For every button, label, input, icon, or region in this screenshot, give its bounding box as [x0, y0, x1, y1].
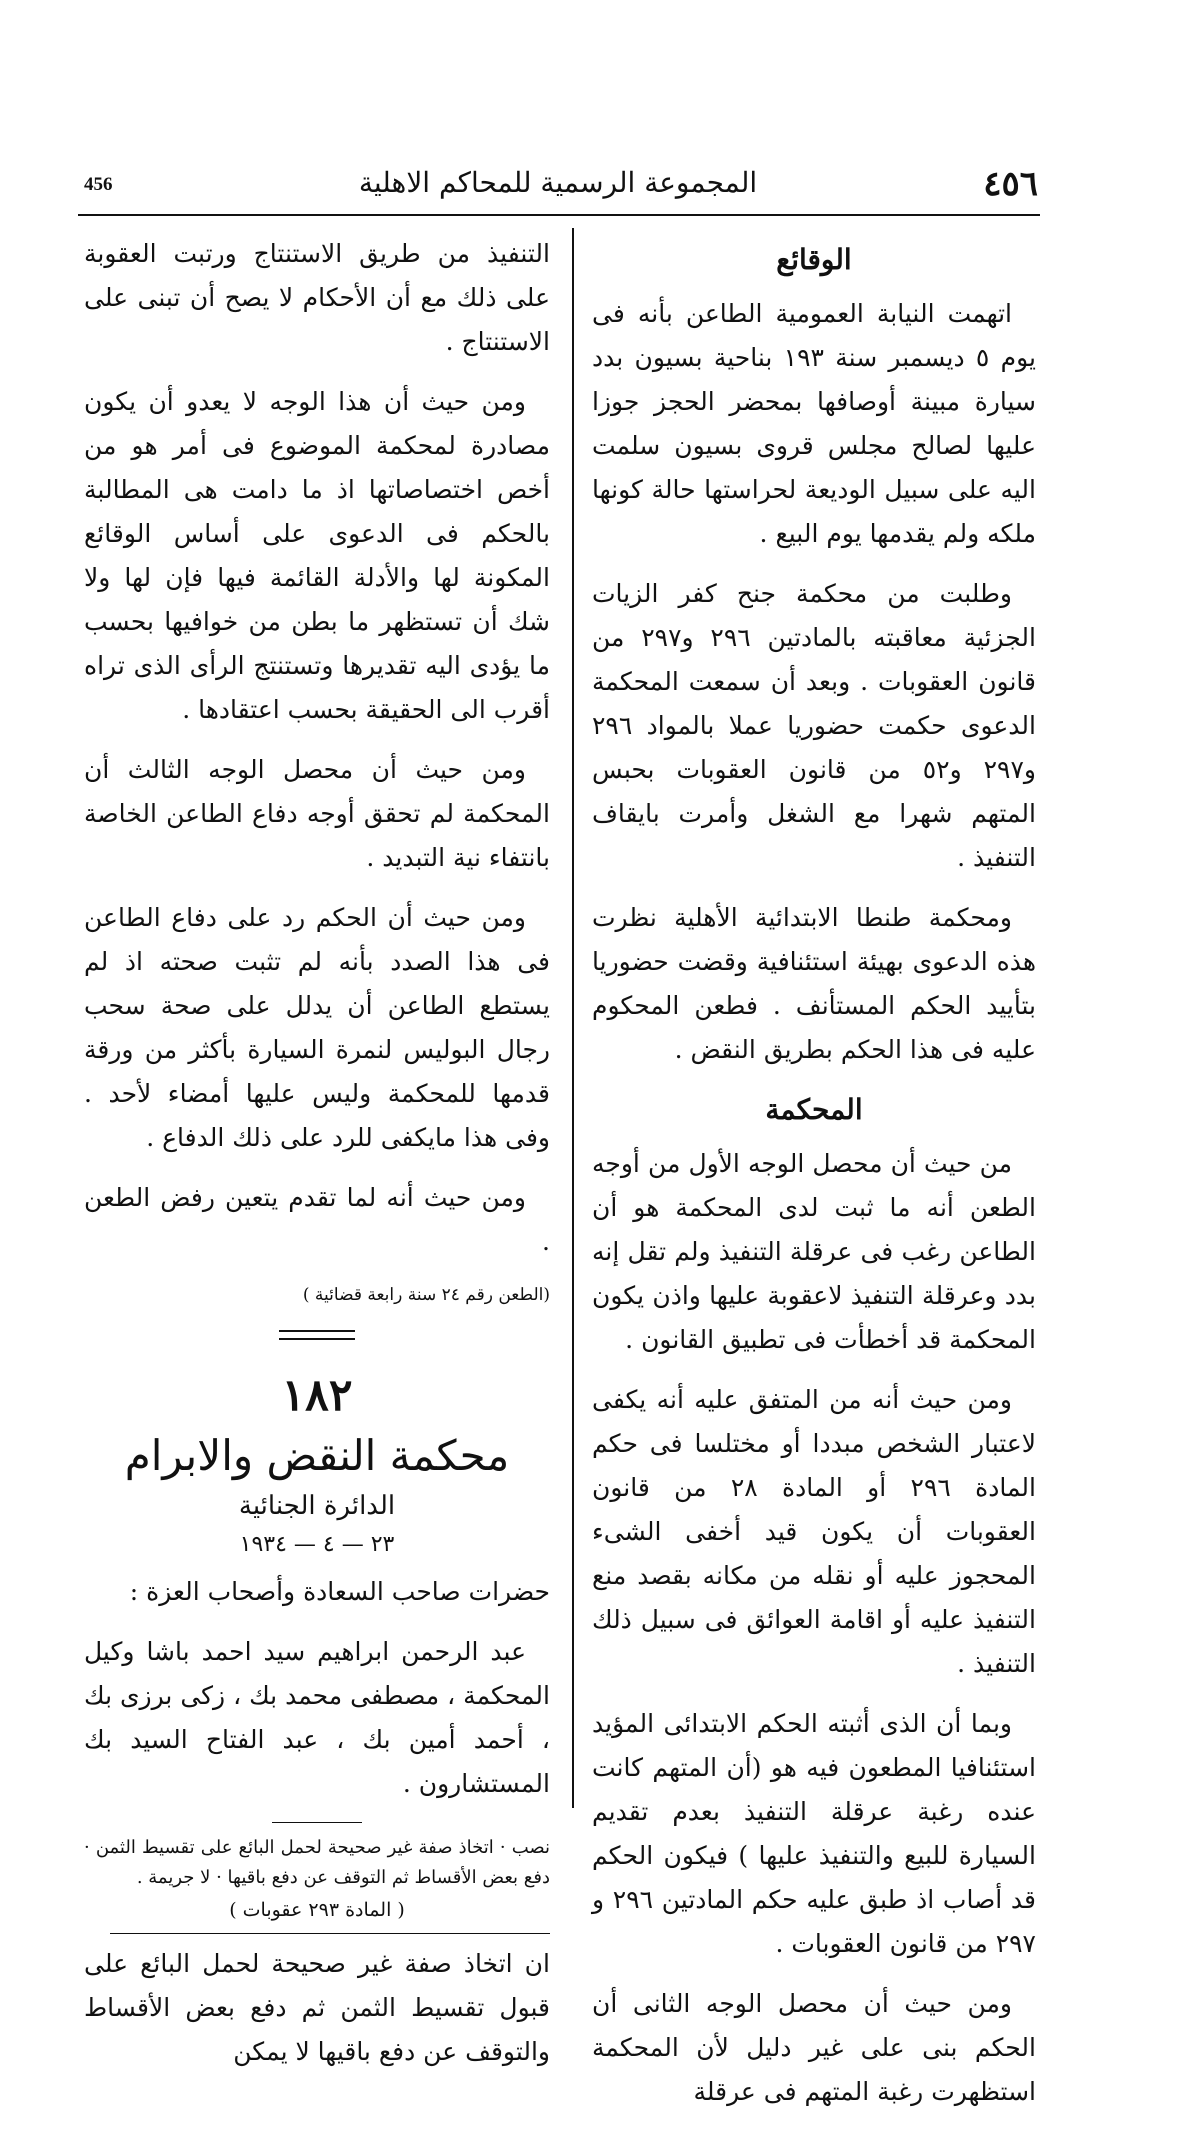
court-paragraph: ومن حيث أن محصل الوجه الثانى أن الحكم بنى على غير دليل لأن المحكمة استظهرت رغبة المتهم فى عرقلة: [592, 1989, 1036, 2106]
headnote-rule: [110, 1933, 550, 1934]
bench-intro: حضرات صاحب السعادة وأصحاب العزة :: [129, 1577, 550, 1606]
case-number: ١٨٢: [281, 1370, 353, 1421]
article-reference: ( المادة ٢٩٣ عقوبات ): [229, 1899, 405, 1921]
right-column: [592, 232, 1036, 2130]
left-column: [84, 232, 550, 2090]
judgment-paragraph: ومن حيث أنه لما تقدم يتعين رفض الطعن .: [84, 1183, 550, 1256]
headnote-summary: نصب · اتخاذ صفة غير صحيحة لحمل البائع على تقسيط الثمن · دفع بعض الأقساط ثم التوقف عن دفع باقيها · لا جريمة .: [84, 1837, 550, 1888]
court-paragraph: من حيث أن محصل الوجه الأول من أوجه الطعن أنه ما ثبت لدى المحكمة هو أن الطاعن رغب فى عرقلة التنفيذ ولم تقل إنه بدد وعرقلة التنفيذ لاعقوبة عليها واذن يكون المحكمة قد أخطأت فى تطبيق القانون .: [592, 1149, 1036, 1354]
court-paragraph: ومن حيث أنه من المتفق عليه أنه يكفى لاعتبار الشخص مبددا أو مختلسا فى حكم المادة ٢٩٦ أو المادة ٢٨ من قانون العقوبات أن يكون قيد أخفى الشىء المحجوز عليه أو نقله من مكانه بقصد منع التنفيذ عليه أو اقامة العوائق فى سبيل ذلك التنفيذ .: [592, 1385, 1036, 1678]
summary-rule: [272, 1822, 362, 1823]
column-divider: [572, 228, 574, 1808]
judgment-paragraph: ومن حيث أن محصل الوجه الثالث أن المحكمة لم تحقق أوجه دفاع الطاعن الخاصة بانتفاء نية التبديد .: [84, 755, 550, 872]
court-name: محكمة النقض والابرام: [124, 1431, 510, 1480]
appeal-citation: (الطعن رقم ٢٤ سنة رابعة قضائية ): [302, 1285, 550, 1305]
section-separator: [279, 1330, 355, 1340]
judgment-paragraph: ومن حيث أن الحكم رد على دفاع الطاعن فى هذا الصدد بأنه لم تثبت صحته اذ لم يستطع الطاعن أن يدلل على صحة سحب رجال البوليس لنمرة السيارة بأكثر من ورقة قدمها للمحكمة وليس عليها أمضاء لأحد . وفى هذا مايكفى للرد على ذلك الدفاع .: [84, 903, 550, 1152]
facts-paragraph: ومحكمة طنطا الابتدائية الأهلية نظرت هذه الدعوى بهيئة استئنافية وقضت حضوريا بتأييد الحكم المستأنف . فطعن المحكوم عليه فى هذا الحكم بطريق النقض .: [592, 903, 1036, 1064]
judgment-paragraph: التنفيذ من طريق الاستنتاج ورتبت العقوبة على ذلك مع أن الأحكام لا يصح أن تبنى على الاستنتاج .: [84, 239, 550, 356]
running-title: المجموعة الرسمية للمحاكم الاهلية: [358, 166, 758, 199]
chamber-name: الدائرة الجنائية: [238, 1491, 396, 1521]
judgment-paragraph: ومن حيث أن هذا الوجه لا يعدو أن يكون مصادرة لمحكمة الموضوع فى أمر هو من أخص اختصاصاتها اذ ما دامت هى المطالبة بالحكم فى الدعوى على أساس الوقائع المكونة لها والأدلة القائمة فيها فإن لها ولا شك أن تستظهر ما بطن من خوافيها بحسب ما يؤدى اليه تقديرها وتستنتج الرأى الذى تراه أقرب الى الحقيقة بحسب اعتقادها .: [84, 387, 550, 724]
page-number-arabic: ٤٥٦: [983, 164, 1038, 204]
page-number-latin: 456: [84, 174, 113, 195]
bench-members: عبد الرحمن ابراهيم سيد احمد باشا وكيل المحكمة ، مصطفى محمد بك ، زكى برزى بك ، أحمد أمين بك ، عبد الفتاح السيد بك المستشارون .: [84, 1637, 550, 1798]
judgment-date: ٢٣ — ٤ — ١٩٣٤: [239, 1532, 395, 1557]
page-header: [78, 160, 1038, 204]
facts-paragraph: اتهمت النيابة العمومية الطاعن بأنه فى يوم ٥ ديسمبر سنة ١٩٣ بناحية بسيون بدد سيارة مبينة أوصافها بمحضر الحجز جوزا عليها لصالح مجلس قروى بسيون سلمت اليه على سبيل الوديعة لحراستها حالة كونها ملكه ولم يقدمها يوم البيع .: [592, 299, 1036, 548]
facts-paragraph: وطلبت من محكمة جنح كفر الزيات الجزئية معاقبته بالمادتين ٢٩٦ و٢٩٧ من قانون العقوبات . وبعد أن سمعت المحكمة الدعوى حكمت حضوريا عملا بالمواد ٢٩٦ و٢٩٧ و٥٢ من قانون العقوبات بحبس المتهم شهرا مع الشغل وأمرت بايقاف التنفيذ .: [592, 579, 1036, 872]
court-paragraph: وبما أن الذى أثبته الحكم الابتدائى المؤيد استئنافيا المطعون فيه هو (أن المتهم كانت عنده رغبة عرقلة التنفيذ بعدم تقديم السيارة للبيع والتنفيذ عليها ) فيكون الحكم قد أصاب اذ طبق عليه حكم المادتين ٢٩٦ و ٢٩٧ من قانون العقوبات .: [592, 1709, 1036, 1958]
final-paragraph: ان اتخاذ صفة غير صحيحة لحمل البائع على قبول تقسيط الثمن ثم دفع بعض الأقساط والتوقف عن دفع باقيها لا يمكن: [84, 1949, 550, 2066]
facts-heading: الوقائع: [776, 243, 852, 276]
header-rule: [78, 214, 1040, 216]
court-heading: المحكمة: [765, 1093, 863, 1126]
